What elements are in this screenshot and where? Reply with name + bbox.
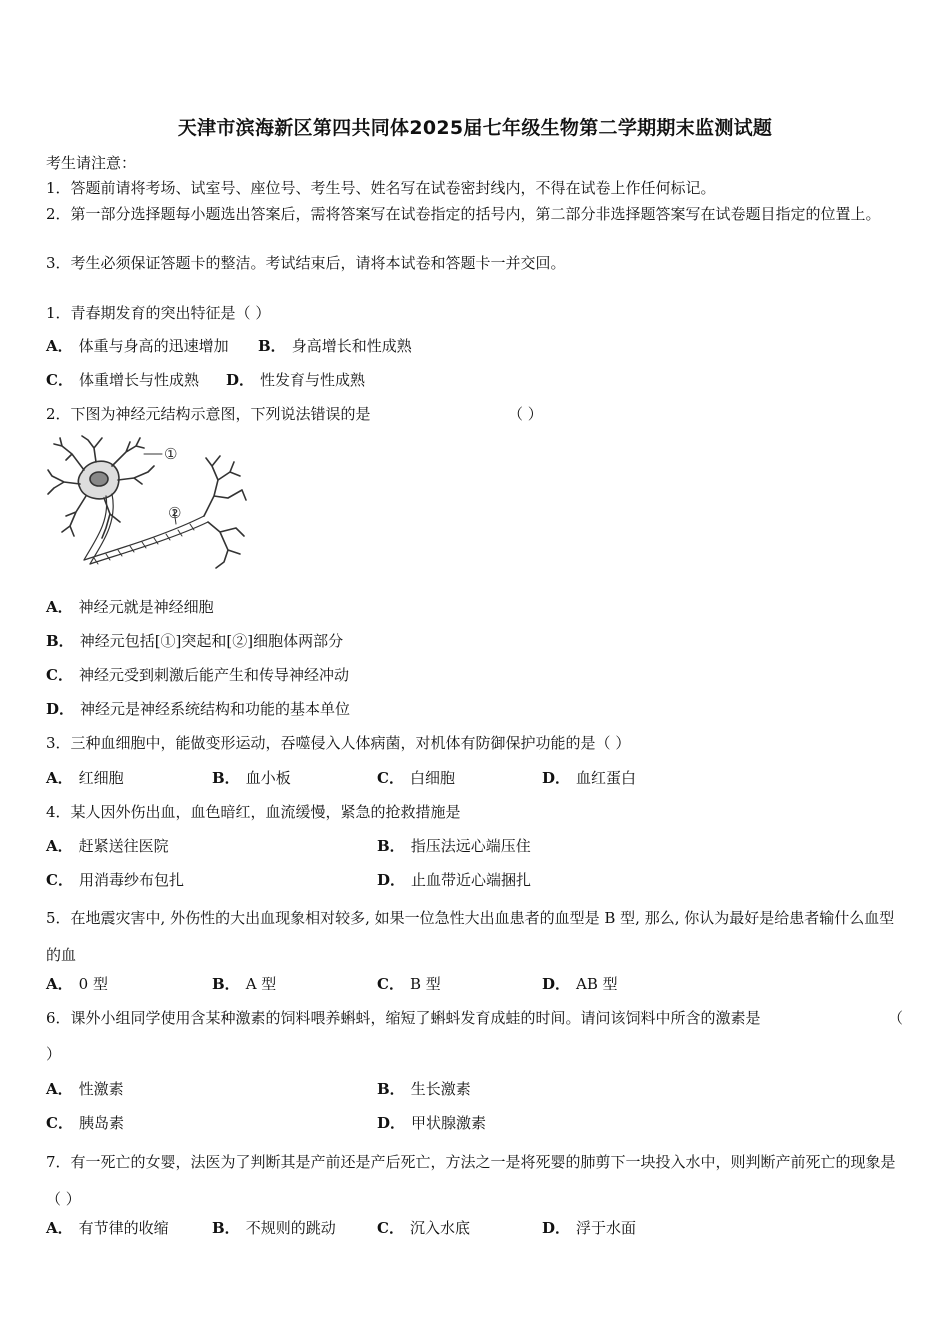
question-1-option-c[interactable] [46,369,199,390]
option-text: 性激素 [78,1080,124,1098]
question-1-stem: 1．青春期发育的突出特征是（ ） [46,304,271,322]
question-3-option-d[interactable] [542,767,636,788]
option-label: A． [46,1219,73,1237]
question-2-option-b[interactable] [46,630,343,651]
option-label: B． [46,632,74,650]
question-5-option-c[interactable] [377,973,441,994]
option-label: C． [46,371,73,389]
option-text: 指压法远心端压住 [410,837,531,855]
option-label: B． [212,769,240,787]
question-3-option-b[interactable] [212,767,291,788]
question-6-stem: 6．课外小组同学使用含某种激素的饲料喂养蝌蚪，缩短了蝌蚪发育成蛙的时间。请问该饲料中所含的激素是 [46,1009,761,1027]
option-label: D． [542,1219,571,1237]
axon-terminal [204,456,246,516]
option-label: D． [377,1114,406,1132]
option-text: B 型 [409,975,441,993]
option-text: 红细胞 [78,769,124,787]
option-text: 神经元受到刺激后能产生和传导神经冲动 [78,666,349,684]
question-7-stem-text: 7．有一死亡的女婴，法医为了判断其是产前还是产后死亡，方法之一是将死婴的肺剪下一块投入水中，则判断产前死亡的现象是（ ） [46,1153,896,1208]
notice-heading: 考生请注意： [46,154,137,172]
question-6-bracket-close: ） [46,1045,62,1063]
question-4-option-b[interactable] [377,835,531,856]
figure-label-2: ② [168,504,182,522]
question-2-option-c[interactable] [46,664,349,685]
option-text: 用消毒纱布包扎 [78,871,184,889]
option-label: C． [46,666,73,684]
question-4-option-d[interactable] [377,869,531,890]
dendrite [82,436,102,462]
question-5-option-a[interactable] [46,973,108,994]
option-text: 生长激素 [410,1080,471,1098]
option-text: 体重与身高的迅速增加 [78,337,229,355]
question-1-option-b[interactable] [258,335,412,356]
question-4-option-c[interactable] [46,869,184,890]
option-text: 白细胞 [409,769,455,787]
question-6-bracket-open: （ [888,1009,904,1027]
option-text: 神经元就是神经细胞 [78,598,214,616]
question-5-option-d[interactable] [542,973,618,994]
question-3-option-c[interactable] [377,767,455,788]
notice-item-1: 1．答题前请将考场、试室号、座位号、考生号、姓名写在试卷密封线内，不得在试卷上作任何标记。 [46,179,716,197]
option-text: 性发育与性成熟 [260,371,366,389]
question-4-option-a[interactable] [46,835,169,856]
question-7-option-d[interactable] [542,1217,636,1238]
option-text: 赶紧送往医院 [78,837,169,855]
question-7-stem [46,1144,898,1218]
option-label: B． [377,1080,405,1098]
question-5-option-b[interactable] [212,973,276,994]
question-3-stem: 3．三种血细胞中，能做变形运动，吞噬侵入人体病菌，对机体有防御保护功能的是（ ） [46,734,631,752]
option-label: A． [46,598,73,616]
option-label: C． [377,1219,404,1237]
dendrite [118,466,154,484]
notice-item-2 [46,202,898,227]
option-text: 神经元是神经系统结构和功能的基本单位 [80,700,351,718]
notice-item-3: 3．考生必须保证答题卡的整洁。考试结束后，请将本试卷和答题卡一并交回。 [46,254,566,272]
axon [84,516,208,564]
question-4-stem: 4．某人因外伤出血，血色暗红，血流缓慢，紧急的抢救措施是 [46,803,461,821]
option-label: D． [542,769,571,787]
option-text: 有节律的收缩 [78,1219,169,1237]
question-5-stem-text: 5．在地震灾害中, 外伤性的大出血现象相对较多, 如果一位急性大出血患者的血型是 B 型, 那么, 你认为最好是给患者输什么血型的血 [46,909,895,964]
dendrite [62,496,86,536]
option-text: 0 型 [78,975,108,993]
option-text: 胰岛素 [78,1114,124,1132]
option-text: 沉入水底 [409,1219,470,1237]
option-label: C． [46,871,73,889]
question-7-option-a[interactable] [46,1217,169,1238]
option-text: 身高增长和性成熟 [291,337,412,355]
question-2-bracket: （ ） [508,405,543,423]
option-label: B． [377,837,405,855]
option-label: D． [226,371,255,389]
notice-item-2-text: 2．第一部分选择题每小题选出答案后，需将答案写在试卷指定的括号内，第二部分非选择题答案写在试卷题目指定的位置上。 [46,205,881,223]
option-label: D． [377,871,406,889]
question-2-option-a[interactable] [46,596,214,617]
option-text: 浮于水面 [576,1219,637,1237]
neuron-diagram [44,432,249,572]
option-label: C． [46,1114,73,1132]
question-1-option-a[interactable] [46,335,229,356]
option-label: B． [212,1219,240,1237]
option-label: D． [46,700,75,718]
page-title: 天津市滨海新区第四共同体2025届七年级生物第二学期期末监测试题 [177,117,773,139]
option-label: D． [542,975,571,993]
option-label: C． [377,769,404,787]
option-text: 不规则的跳动 [245,1219,336,1237]
axon [84,494,113,564]
question-7-option-b[interactable] [212,1217,336,1238]
option-label: B． [212,975,240,993]
option-text: A 型 [245,975,277,993]
question-7-option-c[interactable] [377,1217,470,1238]
nucleus [90,472,108,486]
option-label: A． [46,837,73,855]
option-text: 神经元包括[①]突起和[②]细胞体两部分 [79,632,344,650]
option-text: 止血带近心端捆扎 [411,871,532,889]
option-label: A． [46,769,73,787]
figure-label-1: ① [164,445,178,463]
option-text: 体重增长与性成熟 [78,371,199,389]
option-label: B． [258,337,286,355]
option-label: A． [46,337,73,355]
question-2-stem: 2．下图为神经元结构示意图，下列说法错误的是 [46,405,371,423]
dendrite [48,470,80,494]
dendrite [112,438,144,466]
question-6-option-b[interactable] [377,1078,471,1099]
option-text: 甲状腺激素 [411,1114,487,1132]
option-label: C． [377,975,404,993]
option-text: 血小板 [245,769,291,787]
dendrite [54,438,84,470]
question-6-option-c[interactable] [46,1112,124,1133]
option-text: 血红蛋白 [576,769,637,787]
question-3-option-a[interactable] [46,767,124,788]
option-label: A． [46,1080,73,1098]
option-label: A． [46,975,73,993]
question-6-option-a[interactable] [46,1078,124,1099]
question-6-option-d[interactable] [377,1112,486,1133]
question-2-option-d[interactable] [46,698,350,719]
question-5-stem [46,900,898,974]
option-text: AB 型 [576,975,618,993]
axon-terminal [208,522,244,568]
question-1-option-d[interactable] [226,369,365,390]
